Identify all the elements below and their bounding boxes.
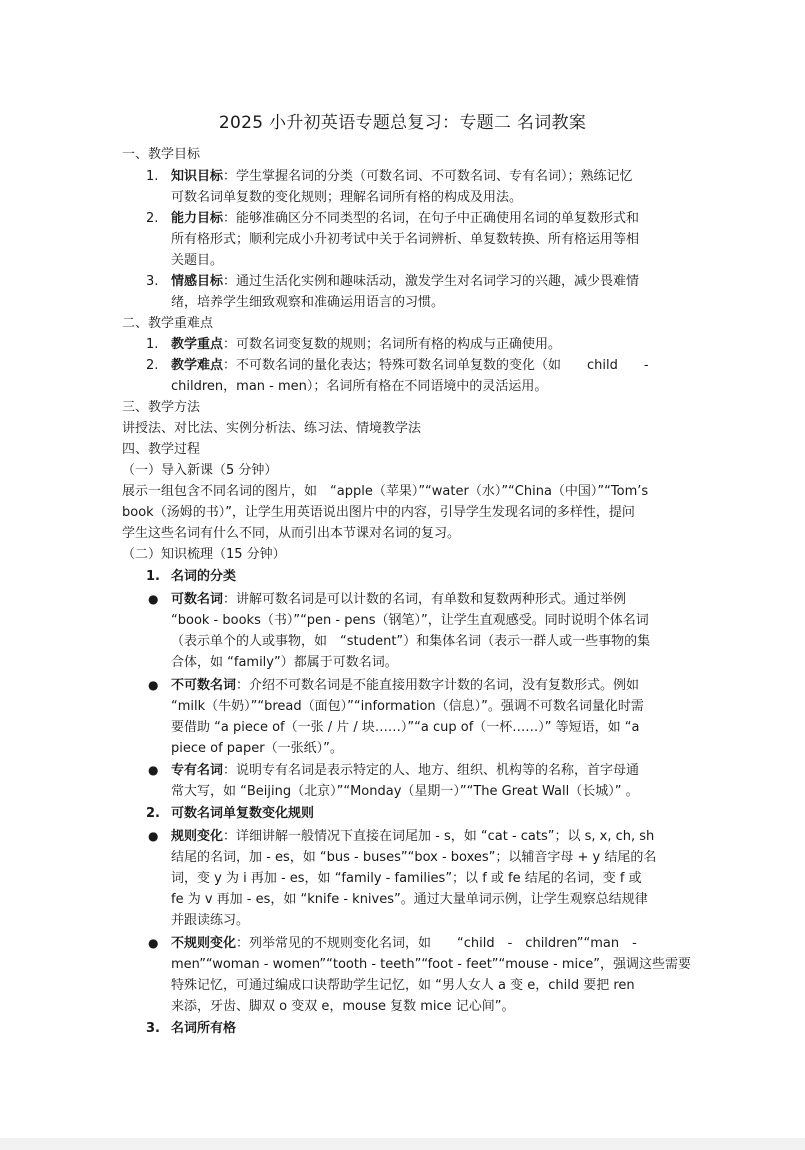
- item-text: ：通过生活化实例和趣味活动，激发学生对名词学习的兴趣，减少畏难情: [223, 274, 640, 289]
- item-text: ：能够准确区分不同类型的名词，在句子中正确使用名词的单复数形式和: [223, 211, 640, 226]
- item-label: 教学难点: [171, 358, 224, 373]
- item-text: ：详细讲解一般情况下直接在词尾加 - s，如 “cat - cats”；以 s, x, ch, sh: [223, 829, 655, 844]
- item-label: 不可数名词: [171, 678, 237, 693]
- item-label: 可数名词: [171, 592, 224, 607]
- item-label: 知识目标: [171, 169, 224, 184]
- bullet-continuation: 特殊记忆，可通过编成口诀帮助学生记忆，如 “男人女人 a 变 e，child 要把 ren: [171, 978, 635, 993]
- bullet-continuation: 要借助 “a piece of（一张 / 片 / 块……）”“a cup of（一杯……）” 等短语，如 “a: [171, 720, 640, 735]
- list-item: [171, 208, 639, 229]
- bullet-item: [171, 589, 626, 610]
- bullet-continuation: 常大写，如 “Beijing（北京）”“Monday（星期一）”“The Great Wall（长城）” 。: [171, 784, 639, 799]
- bullet-icon: ●: [148, 829, 159, 843]
- bullet-icon: ●: [148, 936, 159, 950]
- list-number: 3.: [146, 1021, 160, 1036]
- item-label: 能力目标: [171, 211, 224, 226]
- item-text: ：学生掌握名词的分类（可数名词、不可数名词、专有名词）；熟练记忆: [223, 169, 633, 184]
- bullet-continuation: （表示单个的人或事物，如 “student”）和集体名词（表示一群人或一些事物的集: [171, 634, 651, 649]
- list-number: 2.: [146, 211, 159, 226]
- paragraph-line: 学生这些名词有什么不同，从而引出本节课对名词的复习。: [122, 526, 461, 541]
- methods-text: 讲授法、对比法、实例分析法、练习法、情境教学法: [122, 421, 422, 436]
- list-number: 1.: [146, 569, 160, 584]
- paragraph-line: book（汤姆的书）”，让学生用英语说出图片中的内容，引导学生发现名词的多样性，提问: [122, 505, 635, 520]
- bullet-item: [171, 760, 639, 781]
- bullet-item: [171, 675, 639, 696]
- bullet-continuation: “milk（牛奶）”“bread（面包）”“information（信息）”。强调不可数名词量化时需: [171, 699, 644, 714]
- section-heading-process: 四、教学过程: [122, 442, 201, 457]
- list-item-continuation: 关题目。: [171, 253, 224, 268]
- numbered-heading: 名词的分类: [171, 569, 237, 584]
- numbered-heading: 名词所有格: [171, 1021, 237, 1036]
- item-label: 情感目标: [171, 274, 224, 289]
- bullet-continuation: piece of paper（一张纸）”。: [171, 741, 343, 756]
- item-label: 专有名词: [171, 763, 224, 778]
- list-item: [171, 166, 633, 187]
- item-text: ：介绍不可数名词是不能直接用数字计数的名词，没有复数形式。例如: [236, 678, 640, 693]
- bullet-item: [171, 933, 637, 954]
- document-title: 2025 小升初英语专题总复习：专题二 名词教案: [218, 113, 587, 133]
- list-item-continuation: 绪，培养学生细致观察和准确运用语言的习惯。: [171, 295, 445, 310]
- subsection-heading-knowledge: （二）知识梳理（15 分钟）: [122, 547, 286, 562]
- list-item: [171, 355, 649, 376]
- item-text: ：不可数名词的量化表达；特殊可数名词单复数的变化（如 child -: [223, 358, 649, 373]
- paragraph-line: 展示一组包含不同名词的图片，如 “apple（苹果）”“water（水）”“China（中国）”“Tom’s: [122, 484, 649, 499]
- bullet-continuation: 词，变 y 为 i 再加 - es，如 “family - families”；以 f 或 fe 结尾的名词，变 f 或: [171, 871, 642, 886]
- bullet-continuation: men”“woman - women”“tooth - teeth”“foot - feet”“mouse - mice”，强调这些需要: [171, 957, 692, 972]
- item-text: ：讲解可数名词是可以计数的名词，有单数和复数两种形式。通过举例: [223, 592, 627, 607]
- item-text: ：说明专有名词是表示特定的人、地方、组织、机构等的名称，首字母通: [223, 763, 640, 778]
- list-number: 2.: [146, 806, 160, 821]
- bullet-continuation: 结尾的名词，加 - es，如 “bus - buses”“box - boxes”；以辅音字母 + y 结尾的名: [171, 850, 657, 865]
- list-item: [171, 271, 639, 292]
- item-label: 规则变化: [171, 829, 224, 844]
- section-heading-key-points: 二、教学重难点: [122, 316, 214, 331]
- bullet-item: [171, 826, 654, 847]
- section-heading-methods: 三、教学方法: [122, 400, 201, 415]
- section-heading-objectives: 一、教学目标: [122, 147, 201, 162]
- bullet-continuation: 来添，牙齿、脚双 o 变双 e，mouse 复数 mice 记心间”。: [171, 999, 515, 1014]
- list-item-continuation: 所有格形式；顺利完成小升初考试中关于名词辨析、单复数转换、所有格运用等相: [171, 232, 640, 247]
- list-number: 1.: [146, 337, 159, 352]
- list-number: 1.: [146, 169, 159, 184]
- item-text: ：列举常见的不规则变化名词，如 “child - children”“man -: [236, 936, 637, 951]
- bullet-continuation: fe 为 v 再加 - es，如 “knife - knives”。通过大量单词示例，让学生观察总结规律: [171, 892, 648, 907]
- list-number: 3.: [146, 274, 159, 289]
- list-number: 2.: [146, 358, 159, 373]
- list-item-continuation: 可数名词单复数的变化规则；理解名词所有格的构成及用法。: [171, 190, 523, 205]
- list-item: [171, 334, 561, 355]
- bullet-continuation: 合体，如 “family”）都属于可数名词。: [171, 655, 398, 670]
- bullet-icon: ●: [148, 678, 159, 692]
- bullet-icon: ●: [148, 592, 159, 606]
- numbered-heading: 可数名词单复数变化规则: [171, 806, 315, 821]
- item-label: 不规则变化: [171, 936, 237, 951]
- bullet-continuation: 并跟读练习。: [171, 913, 250, 928]
- item-label: 教学重点: [171, 337, 224, 352]
- bullet-continuation: “book - books（书）”“pen - pens（钢笔）”，让学生直观感受。同时说明个体名词: [171, 613, 649, 628]
- bullet-icon: ●: [148, 763, 159, 777]
- list-item-continuation: children，man - men）；名词所有格在不同语境中的灵活运用。: [171, 379, 548, 394]
- item-text: ：可数名词变复数的规则；名词所有格的构成与正确使用。: [223, 337, 562, 352]
- subsection-heading-intro: （一）导入新课（5 分钟）: [122, 463, 278, 478]
